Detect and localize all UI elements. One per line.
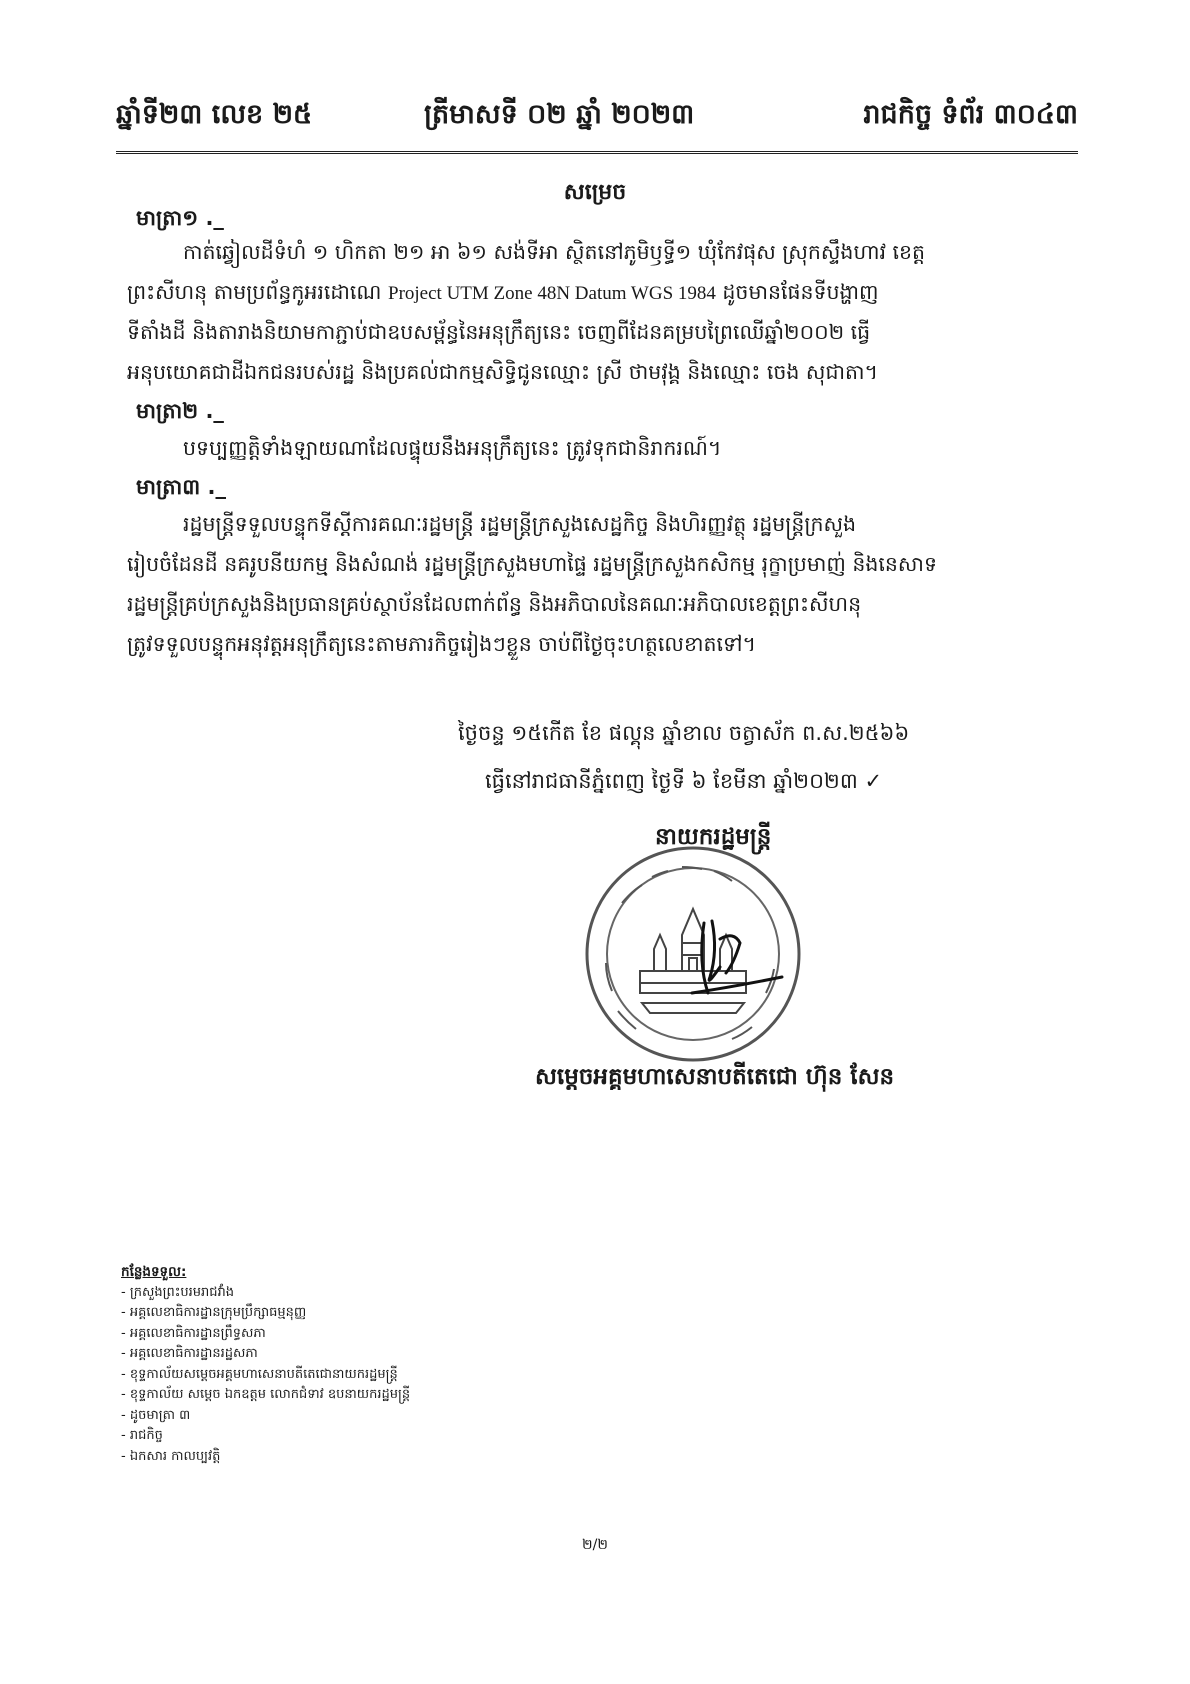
decision-title: សម្រេច bbox=[563, 180, 627, 205]
article-1-line-2 bbox=[127, 280, 879, 310]
recipient-item: - ខុទ្ទកាល័យសម្តេចអគ្គមហាសេនាបតីតេជោនាយករដ្ឋមន្ត្រី bbox=[121, 1366, 398, 1382]
article-3-line-4: ត្រូវទទួលបន្ទុកអនុវត្តអនុក្រឹត្យនេះតាមភារកិច្ចរៀងៗខ្លួន ចាប់ពីថ្ងៃចុះហត្ថលេខាតទៅ។ bbox=[127, 632, 757, 656]
article-1-line-2-end: ដូចមានផែនទីបង្ហាញ bbox=[722, 280, 879, 304]
article-3-line-1: រដ្ឋមន្ត្រីទទួលបន្ទុកទីស្តីការគណៈរដ្ឋមន្ត្រី រដ្ឋមន្ត្រីក្រសួងសេដ្ឋកិច្ច និងហិរញ្ញវត្ថុ រដ្ឋមន្ត្រីក្រសួង bbox=[183, 512, 857, 536]
recipient-item: - អគ្គលេខាធិការដ្ឋានព្រឹទ្ធសភា bbox=[121, 1325, 266, 1341]
recipient-item: - អគ្គលេខាធិការដ្ឋានក្រុមប្រឹក្សាធម្មនុញ្ញ bbox=[121, 1305, 307, 1320]
lunar-date: ថ្ងៃចន្ទ ១៥កើត ខែ ផល្គុន ឆ្នាំខាល ចត្វាស័ក ព.ស.២៥៦៦ bbox=[458, 721, 910, 745]
header-page: រាជកិច្ច ទំព័រ ៣០៤៣ bbox=[863, 99, 1078, 130]
header-quarter: ត្រីមាសទី ០២ ឆ្នាំ ២០២៣ bbox=[424, 99, 695, 130]
recipient-item: - ក្រសួងព្រះបរមរាជវាំង bbox=[121, 1284, 235, 1300]
article-3-line-3: រដ្ឋមន្ត្រីគ្រប់ក្រសួងនិងប្រធានគ្រប់ស្ថាប័នដែលពាក់ព័ន្ធ និងអភិបាលនៃគណៈអភិបាលខេត្តព្រះសីហនុ bbox=[127, 592, 862, 616]
article-1-line-3: ទីតាំងដី និងតារាងនិយាមកាភ្ជាប់ជាឧបសម្ព័ន្ធនៃអនុក្រឹត្យនេះ ចេញពីដែនគម្របព្រៃឈើឆ្នាំ២០០២ ធ្វើ bbox=[127, 320, 871, 344]
recipient-item: - រាជកិច្ច bbox=[121, 1428, 163, 1443]
recipient-item: - អគ្គលេខាធិការដ្ឋានរដ្ឋសភា bbox=[121, 1346, 258, 1361]
prime-minister-title: នាយករដ្ឋមន្ត្រី bbox=[655, 824, 772, 850]
article-2-heading: មាត្រា២ ._ bbox=[136, 399, 224, 423]
article-1-line-1: កាត់ឆ្វៀលដីទំហំ ១ ហិកតា ២១ អា ៦១ សង់ទីអា ស្ថិតនៅភូមិឫទ្ធី១ ឃុំកែវផុស ស្រុកស្ទឹងហាវ ខេត្ត bbox=[183, 240, 926, 264]
royal-seal-icon bbox=[582, 843, 804, 1065]
article-1-line-4: អនុបយោគជាដីឯកជនរបស់រដ្ឋ និងប្រគល់ជាកម្មសិទ្ធិជូនឈ្មោះ ស្រី ថាមវុង្គ និងឈ្មោះ ចេង សុជាតា។ bbox=[127, 360, 878, 384]
coordinate-system: Project UTM Zone 48N Datum WGS 1984 bbox=[388, 283, 716, 304]
article-1-line-2-text: ព្រះសីហនុ តាមប្រព័ន្ធកូអរដោណេ bbox=[127, 280, 382, 304]
signer-name: សម្តេចអគ្គមហាសេនាបតីតេជោ ហ៊ុន សែន bbox=[535, 1064, 895, 1090]
recipient-item: - ដូចមាត្រា ៣ bbox=[121, 1407, 191, 1423]
recipients-list bbox=[121, 1262, 410, 1467]
article-3-heading: មាត្រា៣ ._ bbox=[136, 475, 226, 499]
article-2-line-1: បទប្បញ្ញត្តិទាំងឡាយណាដែលផ្ទុយនឹងអនុក្រឹត្យនេះ ត្រូវទុកជានិរាករណ៍។ bbox=[183, 436, 722, 460]
gazette-header bbox=[116, 92, 1078, 142]
page-number: ២/២ bbox=[582, 1537, 608, 1553]
header-issue: ឆ្នាំទី២៣ លេខ ២៥ bbox=[116, 99, 313, 130]
recipients-title: កន្លែងទទួល: bbox=[121, 1264, 187, 1280]
article-3-line-2: រៀបចំដែនដី នគរូបនីយកម្ម និងសំណង់ រដ្ឋមន្ត្រីក្រសួងមហាផ្ទៃ រដ្ឋមន្ត្រីក្រសួងកសិកម្ម រុក្ខាប្រមាញ់ និងនេសាទ bbox=[127, 552, 937, 576]
header-divider bbox=[116, 151, 1078, 154]
recipient-item: - ឯកសារ កាលប្បវត្តិ bbox=[121, 1448, 221, 1464]
recipient-item: - ខុទ្ទកាល័យ សម្តេច ឯកឧត្តម លោកជំទាវ ឧបនាយករដ្ឋមន្ត្រី bbox=[121, 1387, 411, 1402]
article-1-heading: មាត្រា១ ._ bbox=[136, 206, 224, 230]
solar-date: ធ្វើនៅរាជធានីភ្នំពេញ ថ្ងៃទី ៦ ខែមីនា ឆ្នាំ២០២៣ ✓ bbox=[485, 769, 883, 793]
